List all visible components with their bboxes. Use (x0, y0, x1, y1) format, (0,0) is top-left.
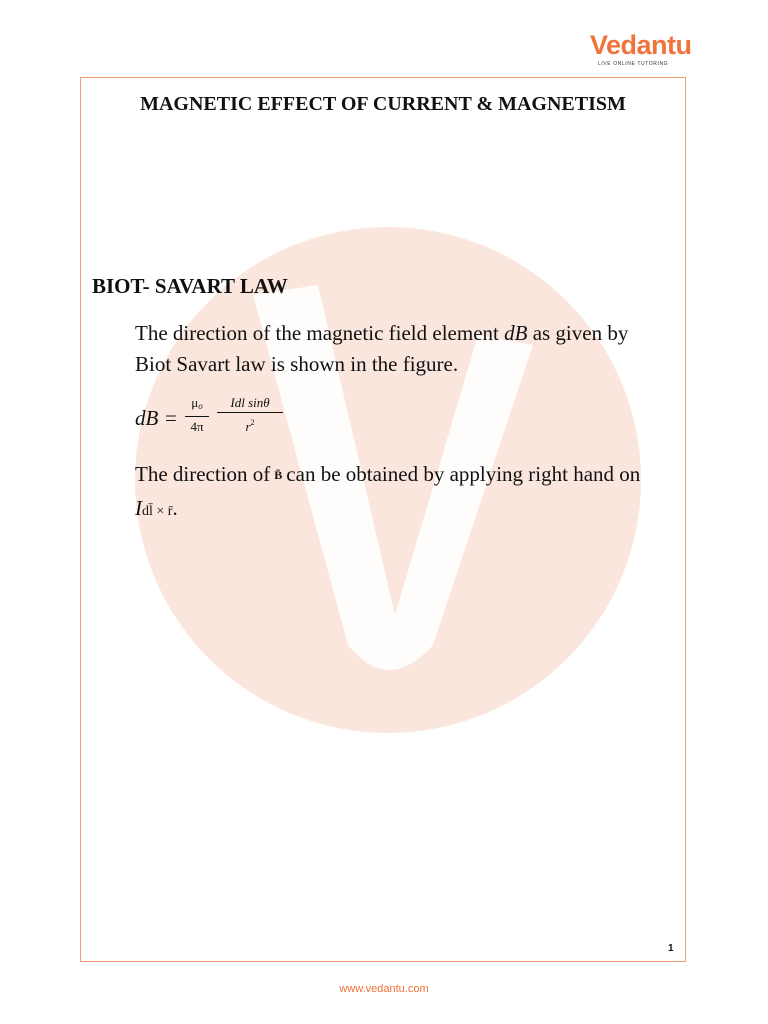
formula-r: r (245, 419, 251, 434)
vector-b-symbol: B̄ (274, 468, 283, 482)
vedantu-logo (588, 30, 692, 72)
formula-mu-subscript: o (198, 401, 203, 411)
paragraph1-italic-db: dB (504, 321, 528, 345)
formula-4pi: 4π (190, 419, 204, 434)
paragraph-right-hand-rule (135, 459, 655, 527)
document-title: MAGNETIC EFFECT OF CURRENT & MAGNETISM (140, 93, 626, 115)
paragraph2-period: . (172, 496, 178, 520)
formula-lhs: dB = (135, 406, 178, 430)
section-heading: BIOT- SAVART LAW (92, 274, 288, 298)
formula-mu: μ (191, 395, 199, 410)
formula-fraction-idl-sin-over-r2 (217, 394, 283, 435)
biot-savart-formula (135, 394, 335, 444)
paragraph2-text-a: The direction of (135, 462, 271, 486)
expression-current-i: I (135, 496, 142, 520)
page-number: 1 (668, 943, 674, 954)
paragraph1-text-a: The direction of the magnetic field element (135, 321, 505, 345)
footer-website-link[interactable]: www.vedantu.com (339, 983, 429, 995)
formula-fraction-mu-over-4pi (185, 394, 209, 435)
paragraph2-text-b: can be obtained by applying right hand on (286, 462, 641, 486)
logo-wordmark: Vedantu (590, 30, 692, 60)
paragraph1-text-b: as given by Biot Savart law is shown in the figure. (135, 321, 629, 376)
logo-tagline: LIVE ONLINE TUTORING (598, 61, 669, 67)
paragraph-direction-of-field (135, 318, 655, 380)
formula-r-exponent: 2 (250, 418, 255, 427)
expression-dl-cross-r: dl̄ × r̄ (142, 504, 173, 519)
formula-idl-sin-theta: Idl sinθ (230, 395, 270, 410)
